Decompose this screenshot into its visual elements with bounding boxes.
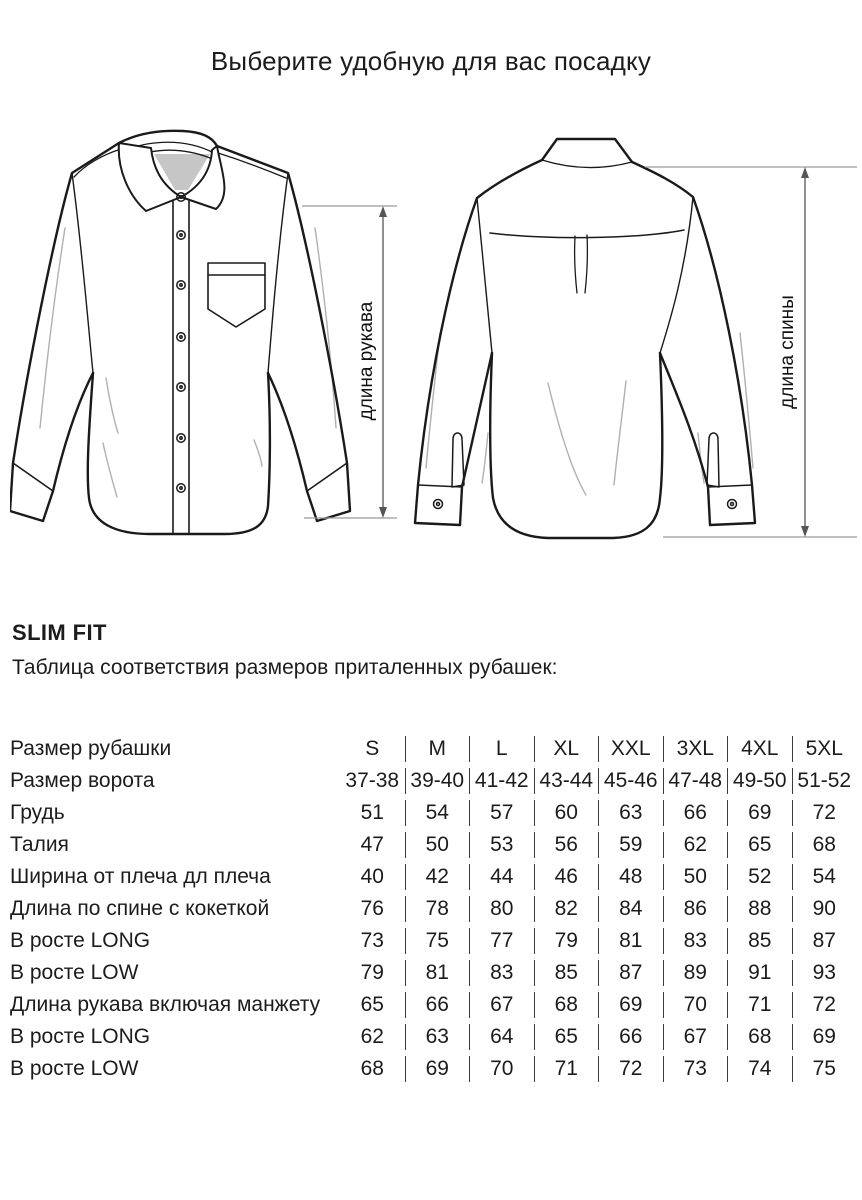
size-cell: 48 (598, 864, 663, 890)
size-cell: 76 (360, 897, 384, 920)
size-cell: 65 (534, 1024, 599, 1050)
size-cell: 49-50 (727, 768, 792, 794)
size-cell: 87 (792, 928, 857, 954)
size-cell: 69 (727, 800, 792, 826)
size-cell: 54 (792, 864, 857, 890)
size-cell: 50 (405, 832, 470, 858)
size-cell: 72 (598, 1056, 663, 1082)
size-cell: 81 (598, 928, 663, 954)
sleeve-length-label: длина рукава (356, 301, 377, 421)
row-label: Длина рукава включая манжету (10, 993, 321, 1016)
size-cell: 93 (792, 960, 857, 986)
size-cell: S (365, 737, 380, 760)
size-cell: 53 (469, 832, 534, 858)
page-title: Выберите удобную для вас посадку (210, 46, 652, 76)
size-cell: 4XL (727, 736, 792, 762)
size-cell: 63 (405, 1024, 470, 1050)
row-label: В росте LOW (10, 1057, 139, 1080)
size-cell: 68 (792, 832, 857, 858)
size-cell: 47 (360, 833, 384, 856)
table-row (10, 768, 856, 794)
table-row (10, 896, 856, 922)
table-row (10, 1056, 856, 1082)
size-cell: 84 (598, 896, 663, 922)
size-cell: 74 (727, 1056, 792, 1082)
sleeve-length-dimension (302, 206, 397, 518)
size-cell: 62 (360, 1025, 384, 1048)
size-cell: 62 (663, 832, 728, 858)
size-cell: 81 (405, 960, 470, 986)
back-length-dimension (645, 167, 857, 537)
arrowhead-down-icon (801, 526, 809, 537)
back-length-label: длина спины (777, 295, 798, 409)
size-cell: 83 (663, 928, 728, 954)
size-cell: 85 (534, 960, 599, 986)
size-cell: 79 (360, 961, 384, 984)
size-cell: 80 (469, 896, 534, 922)
size-cell: 67 (663, 1024, 728, 1050)
size-cell: 73 (360, 929, 384, 952)
size-cell: 87 (598, 960, 663, 986)
size-cell: 67 (469, 992, 534, 1018)
size-cell: 73 (663, 1056, 728, 1082)
row-label: Размер рубашки (10, 737, 172, 760)
size-cell: 68 (727, 1024, 792, 1050)
size-cell: L (469, 736, 534, 762)
size-table-body (10, 736, 856, 1082)
size-cell: 75 (405, 928, 470, 954)
table-row (10, 992, 856, 1018)
size-cell: 70 (663, 992, 728, 1018)
size-cell: 79 (534, 928, 599, 954)
size-cell: 37-38 (345, 769, 400, 792)
size-cell: 77 (469, 928, 534, 954)
size-cell: 63 (598, 800, 663, 826)
size-cell: 59 (598, 832, 663, 858)
section-heading: SLIM FIT (12, 620, 107, 645)
size-cell: 85 (727, 928, 792, 954)
table-row (10, 1024, 856, 1050)
size-cell: 72 (792, 992, 857, 1018)
dimension-layer (0, 130, 862, 610)
arrowhead-up-icon (801, 167, 809, 178)
size-cell: 39-40 (405, 768, 470, 794)
size-cell: 52 (727, 864, 792, 890)
size-cell: XXL (598, 736, 663, 762)
size-cell: 86 (663, 896, 728, 922)
size-cell: 46 (534, 864, 599, 890)
size-cell: 78 (405, 896, 470, 922)
size-cell: 83 (469, 960, 534, 986)
arrowhead-down-icon (379, 507, 387, 518)
size-cell: 91 (727, 960, 792, 986)
size-cell: M (405, 736, 470, 762)
size-cell: 41-42 (469, 768, 534, 794)
size-cell: 3XL (663, 736, 728, 762)
table-row (10, 864, 856, 890)
size-cell: 70 (469, 1056, 534, 1082)
size-cell: 43-44 (534, 768, 599, 794)
size-cell: 89 (663, 960, 728, 986)
size-cell: 71 (727, 992, 792, 1018)
size-cell: 65 (727, 832, 792, 858)
table-row (10, 736, 856, 762)
table-row (10, 832, 856, 858)
size-cell: 75 (792, 1056, 857, 1082)
size-cell: 44 (469, 864, 534, 890)
table-row (10, 960, 856, 986)
row-label: Длина по спине с кокеткой (10, 897, 270, 920)
size-cell: 51 (360, 801, 384, 824)
size-cell: 68 (360, 1057, 384, 1080)
size-cell: 56 (534, 832, 599, 858)
size-cell: 50 (663, 864, 728, 890)
section-subtitle: Таблица соответствия размеров приталенных рубашек: (12, 656, 558, 679)
row-label: В росте LONG (10, 1025, 151, 1048)
size-cell: 51-52 (792, 768, 857, 794)
size-cell: 54 (405, 800, 470, 826)
size-cell: 66 (405, 992, 470, 1018)
size-cell: 88 (727, 896, 792, 922)
size-cell: 64 (469, 1024, 534, 1050)
table-row (10, 928, 856, 954)
row-label: Грудь (10, 801, 65, 824)
size-cell: 68 (534, 992, 599, 1018)
row-label: Талия (10, 833, 69, 856)
size-cell: 47-48 (663, 768, 728, 794)
size-cell: 66 (598, 1024, 663, 1050)
size-cell: 69 (405, 1056, 470, 1082)
size-cell: 82 (534, 896, 599, 922)
size-cell: 90 (792, 896, 857, 922)
arrowhead-up-icon (379, 206, 387, 217)
size-cell: 71 (534, 1056, 599, 1082)
size-table (10, 730, 856, 1088)
size-cell: XL (534, 736, 599, 762)
size-cell: 72 (792, 800, 857, 826)
size-cell: 66 (663, 800, 728, 826)
size-cell: 69 (598, 992, 663, 1018)
row-label: Ширина от плеча дл плеча (10, 865, 271, 888)
row-label: Размер ворота (10, 769, 155, 792)
size-cell: 60 (534, 800, 599, 826)
size-cell: 42 (405, 864, 470, 890)
row-label: В росте LOW (10, 961, 139, 984)
size-cell: 5XL (792, 736, 857, 762)
size-cell: 40 (360, 865, 384, 888)
table-row (10, 800, 856, 826)
size-cell: 57 (469, 800, 534, 826)
size-cell: 69 (792, 1024, 857, 1050)
size-cell: 65 (360, 993, 384, 1016)
size-cell: 45-46 (598, 768, 663, 794)
row-label: В росте LONG (10, 929, 151, 952)
